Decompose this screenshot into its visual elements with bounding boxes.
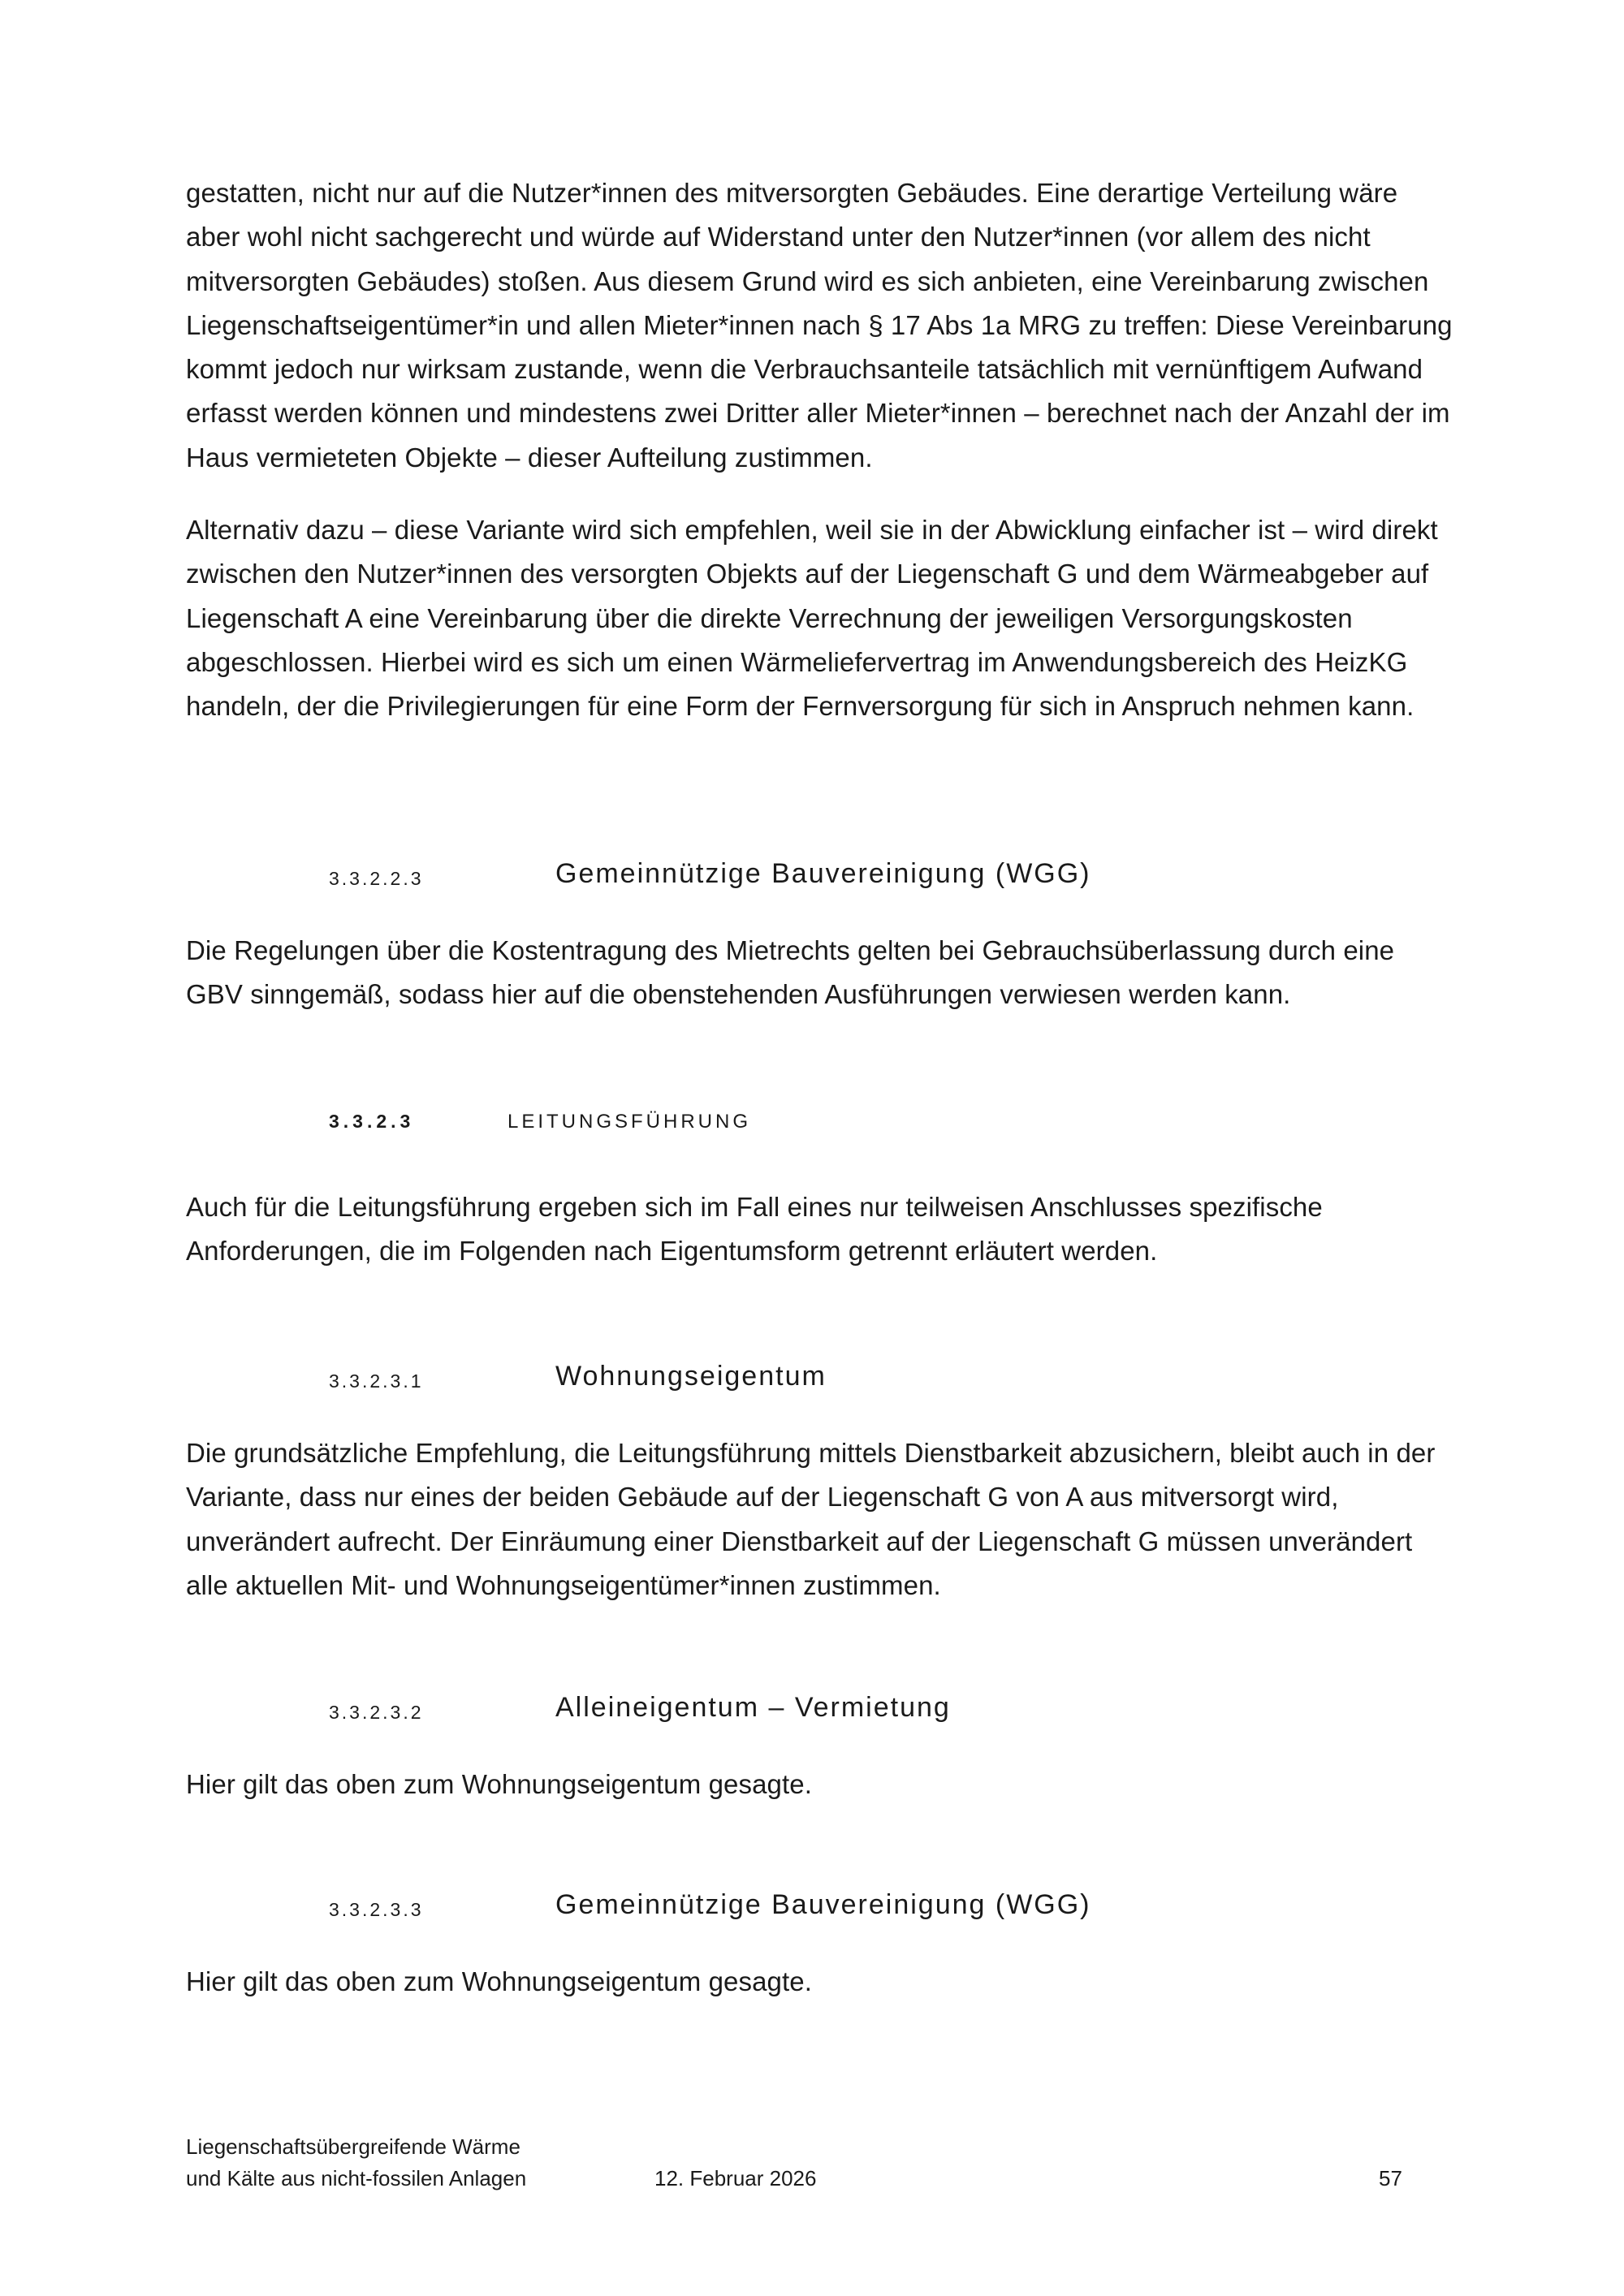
- heading-title: Gemeinnützige Bauvereinigung (WGG): [555, 1889, 1091, 1920]
- footer-title-line-2: und Kälte aus nicht-fossilen Anlagen: [186, 2166, 527, 2190]
- heading-number: 3.3.2.2.3: [329, 868, 424, 889]
- heading-number: 3.3.2.3.2: [329, 1702, 424, 1723]
- footer-document-title: [186, 2131, 526, 2195]
- paragraph-3: Die Regelungen über die Kostentragung des Mietrechts gelten bei Gebrauchsüberlassung durch eine GBV sinngemäß, sodass hier auf die obenstehenden Ausführungen verwiesen werden kann.: [186, 935, 1395, 1010]
- footer-title-line-1: Liegenschaftsübergreifende Wärme: [186, 2134, 520, 2159]
- heading-3-3-2-2-3: [0, 858, 1624, 899]
- paragraph-5: Die grundsätzliche Empfehlung, die Leitungsführung mittels Dienstbarkeit abzusichern, bleibt auch in der Variante, dass nur eines der beiden Gebäude auf der Liegenschaft G von A aus mitversorgt wird, unverändert aufrecht. Der Einräumung einer Dienstbarkeit auf der Liegenschaft G müssen unverändert alle aktuellen Mit- und Wohnungseigentümer*innen zustimmen.: [186, 1438, 1436, 1600]
- heading-number: 3.3.2.3.3: [329, 1899, 424, 1920]
- heading-3-3-2-3-3: [0, 1889, 1624, 1930]
- paragraph-7: Hier gilt das oben zum Wohnungseigentum gesagte.: [186, 1966, 812, 1996]
- paragraph-4: Auch für die Leitungsführung ergeben sich im Fall eines nur teilweisen Anschlusses spezifische Anforderungen, die im Folgenden nach Eigentumsform getrennt erläutert werden.: [186, 1192, 1323, 1267]
- heading-number: 3.3.2.3.1: [329, 1370, 424, 1392]
- heading-title: Gemeinnützige Bauvereinigung (WGG): [555, 858, 1091, 889]
- paragraph-6: Hier gilt das oben zum Wohnungseigentum gesagte.: [186, 1769, 812, 1799]
- heading-3-3-2-3: [0, 1104, 1624, 1145]
- footer-date: 12. Februar 2026: [654, 2166, 817, 2190]
- heading-title: LEITUNGSFÜHRUNG: [508, 1111, 752, 1133]
- heading-title: Wohnungseigentum: [555, 1361, 827, 1392]
- paragraph-2: Alternativ dazu – diese Variante wird sich empfehlen, weil sie in der Abwicklung einfacher ist – wird direkt zwischen den Nutzer*innen des versorgten Objekts auf der Liegenschaft G und dem Wärmeabgeber auf Liegenschaft A eine Vereinbarung über die direkte Verrechnung der jeweiligen Versorgungskosten abgeschlossen. Hierbei wird es sich um einen Wärmeliefervertrag im Anwendungsbereich des HeizKG handeln, der die Privilegierungen für eine Form der Fernversorgung für sich in Anspruch nehmen kann.: [186, 515, 1438, 722]
- footer-page-number: 57: [1379, 2166, 1402, 2190]
- heading-3-3-2-3-2: [0, 1692, 1624, 1733]
- paragraph-1: gestatten, nicht nur auf die Nutzer*innen des mitversorgten Gebäudes. Eine derartige Verteilung wäre aber wohl nicht sachgerecht und würde auf Widerstand unter den Nutzer*innen (vor allem des nicht mitversorgten Gebäudes) stoßen. Aus diesem Grund wird es sich anbieten, eine Vereinbarung zwischen Liegenschaftseigentümer*in und allen Mieter*innen nach § 17 Abs 1a MRG zu treffen: Diese Vereinbarung kommt jedoch nur wirksam zustande, wenn die Verbrauchsanteile tatsächlich mit vernünftigem Aufwand erfasst werden können und mindestens zwei Dritter aller Mieter*innen – berechnet nach der Anzahl der im Haus vermieteten Objekte – dieser Aufteilung zustimmen.: [186, 178, 1453, 473]
- heading-3-3-2-3-1: [0, 1361, 1624, 1401]
- heading-title: Alleineigentum – Vermietung: [555, 1692, 951, 1723]
- heading-number: 3.3.2.3: [329, 1111, 415, 1132]
